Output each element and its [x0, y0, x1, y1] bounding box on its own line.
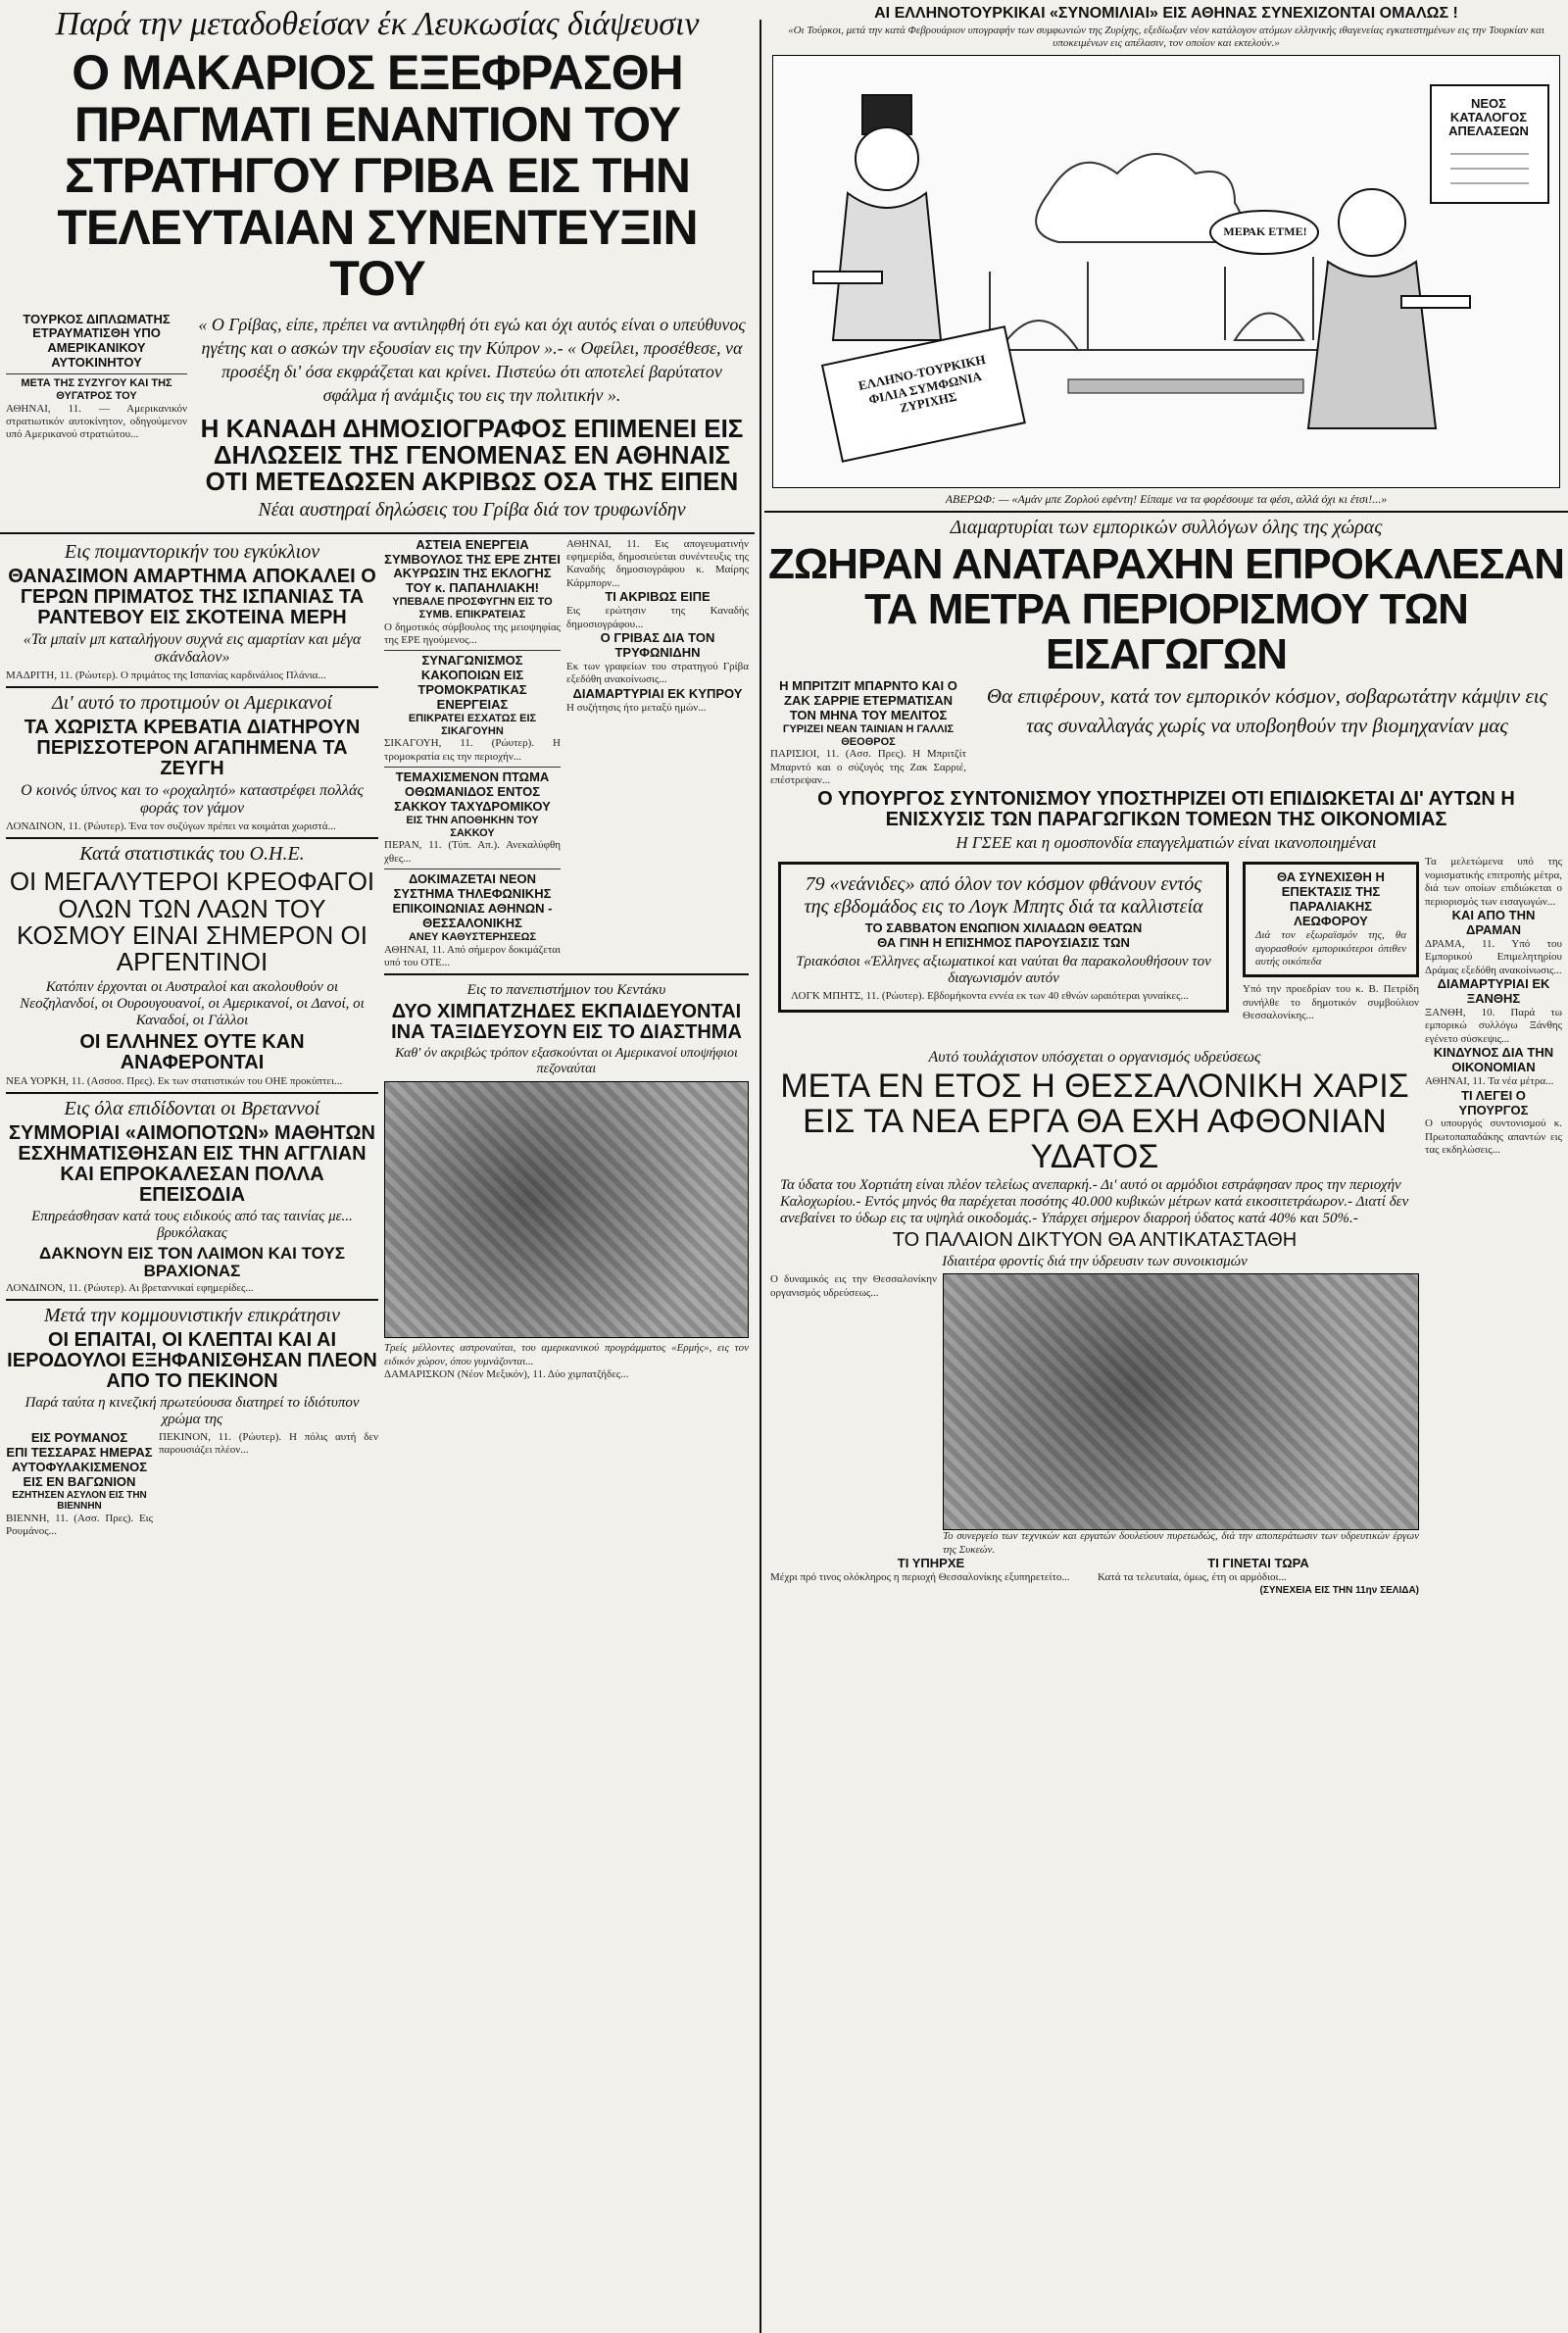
- imports-deck-2: Η ΓΣΕΕ και η ομοσπονδία επαγγελματιών είναι ικανοποιημέναι: [956, 833, 1377, 853]
- ere-body: Ο δημοτικός σύμβουλος της μειοψηφίας της ΕΡΕ ηγούμενος...: [384, 620, 561, 647]
- peking-deck: Παρά ταύτα η κινεζική πρωτεύουσα διατηρεί το ίδιότυπον χρώμα της: [24, 1395, 360, 1428]
- col4: [566, 538, 749, 970]
- cartoon-intro: «Οι Τούρκοι, μετά την κατά Φεβρουάριον υπογραφήν των συμφωνιών της Ζυρίχης, εξεδίωξαν νέον κατάλογον ατόμων ελληνικής ιθαγενείας εγκατεστημένων εις την Τουρκίαν και υποκειμένων εις απέλασιν, τον οποίον και εκτελούν.»: [788, 24, 1544, 50]
- romania-subhead: ΕΖΗΤΗΣΕΝ ΑΣΥΛΟΝ ΕΙΣ ΤΗΝ ΒΙΕΝΝΗΝ: [12, 1489, 147, 1513]
- competition-body: ΣΙΚΑΓΟΥΗ, 11. (Ρώυτερ). Η τρομοκρατία εις την περιοχήν...: [384, 737, 561, 763]
- ottoman-subhead: ΕΙΣ ΤΗΝ ΑΠΟΘΗΚΗΝ ΤΟΥ ΣΑΚΚΟΥ: [406, 815, 539, 839]
- meat-headline: ΟΙ ΜΕΓΑΛΥΤΕΡΟΙ ΚΡΕΟΦΑΓΟΙ ΟΛΩΝ ΤΩΝ ΛΑΩΝ ΤΟΥ ΚΟΣΜΟΥ ΕΙΝΑΙ ΣΗΜΕΡΟΝ ΟΙ ΑΡΓΕΝΤΙΝΟΙ: [9, 867, 375, 977]
- bardot-body: ΠΑΡΙΣΙΟΙ, 11. (Ασσ. Πρες). Η Μπριτζίτ Μπαρντό και ο σύζυγός της Ζακ Σαρριέ, επέστρεψαν...: [770, 748, 966, 787]
- spain-headline: ΘΑΝΑΣΙΜΟΝ ΑΜΑΡΤΗΜΑ ΑΠΟΚΑΛΕΙ Ο ΓΕΡΩΝ ΠΡΙΜΑΤΟΣ ΤΗΣ ΙΣΠΑΝΙΑΣ ΤΑ ΡΑΝΤΕΒΟΥ ΕΙΣ ΣΚΟΤΕΙΝΑ ΜΕΡΗ: [8, 565, 376, 628]
- chimp-story: [384, 979, 749, 1381]
- imports-subhead-2: ΔΙΑΜΑΡΤΥΡΙΑΙ ΕΚ ΞΑΝΘΗΣ: [1437, 976, 1550, 1007]
- beds-kicker: Δι' αυτό το προτιμούν οι Αμερικανοί: [51, 691, 332, 714]
- water-photo-block: [943, 1273, 1419, 1557]
- miss-subhead-2: ΘΑ ΓΙΝΗ Η ΕΠΙΣΗΜΟΣ ΠΑΡΟΥΣΙΑΣΙΣ ΤΩΝ: [877, 935, 1130, 951]
- peking-headline: ΟΙ ΕΠΑΙΤΑΙ, ΟΙ ΚΛΕΠΤΑΙ ΚΑΙ ΑΙ ΙΕΡΟΔΟΥΛΟΙ ΕΞΗΦΑΝΙΣΘΗΣΑΝ ΠΛΕΟΝ ΑΠΟ ΤΟ ΠΕΚΙΝΟΝ: [7, 1329, 377, 1393]
- peking-body: ΠΕΚΙΝΟΝ, 11. (Ρώυτερ). Η πόλις αυτή δεν παρουσιάζει πλέον...: [159, 1431, 378, 1457]
- water-headline-2: ΤΟ ΠΑΛΑΙΟΝ ΔΙΚΤΥΟΝ ΘΑ ΑΝΤΙΚΑΤΑΣΤΑΘΗ: [892, 1229, 1298, 1252]
- left-wide-column: [6, 538, 378, 1539]
- right-half: [764, 0, 1568, 2333]
- imports-subhead-3: ΚΙΝΔΥΝΟΣ ΔΙΑ ΤΗΝ ΟΙΚΟΝΟΜΙΑΝ: [1433, 1045, 1554, 1075]
- imports-headline-2: Ο ΥΠΟΥΡΓΟΣ ΣΥΝΤΟΝΙΣΜΟΥ ΥΠΟΣΤΗΡΙΖΕΙ ΟΤΙ ΕΠΙΔΙΩΚΕΤΑΙ ΔΙ' ΑΥΤΩΝ Η ΕΝΙΣΧΥΣΙΣ ΤΩΝ ΠΑΡΑΓΩΓΙΚΩΝ ΤΟΜΕΩΝ ΤΗΣ ΟΙΚΟΝΟΜΙΑΣ: [817, 788, 1515, 831]
- mid-left-block: [770, 856, 1237, 1046]
- spain-kicker: Εις ποιμαντορικήν του εγκύκλιον: [64, 540, 320, 563]
- story-subhead: ΜΕΤΑ ΤΗΣ ΣΥΖΥΓΟΥ ΚΑΙ ΤΗΣ ΘΥΓΑΤΡΟΣ ΤΟΥ: [21, 377, 172, 402]
- imports-body-5: Ο υπουργός συντονισμού κ. Πρωτοπαπαδάκης απαντών εις τας εκδηλώσεις...: [1425, 1117, 1562, 1157]
- telecom-body: ΑΘΗΝΑΙ, 11. Από σήμερον δοκιμάζεται υπό του ΟΤΕ...: [384, 943, 561, 968]
- telecom-headline: ΔΟΚΙΜΑΖΕΤΑΙ ΝΕΟΝ ΣΥΣΤΗΜΑ ΤΗΛΕΦΩΝΙΚΗΣ ΕΠΙΚΟΙΝΩΝΙΑΣ ΑΘΗΝΩΝ - ΘΕΣΣΑΛΟΝΙΚΗΣ: [392, 871, 553, 930]
- mid-right-row: [764, 856, 1568, 1046]
- competition-headline: ΣΥΝΑΓΩΝΙΣΜΟΣ ΚΑΚΟΠΟΙΩΝ ΕΙΣ ΤΡΟΜΟΚΡΑΤΙΚΑΣ ΕΝΕΡΓΕΙΑΣ: [417, 653, 527, 713]
- chimp-headline: ΔΥΟ ΧΙΜΠΑΤΖΗΔΕΣ ΕΚΠΑΙΔΕΥΟΝΤΑΙ ΙΝΑ ΤΑΞΙΔΕΥΣΟΥΝ ΕΙΣ ΤΟ ΔΙΑΣΤΗΜΑ: [391, 1001, 742, 1044]
- chimp-deck: Καθ' όν ακριβώς τρόπον εξασκούνται οι Αμερικανοί υποψήφιοι πεζοναύται: [395, 1046, 738, 1077]
- brits-kicker: Εις όλα επιδίδονται οι Βρεταννοί: [64, 1097, 320, 1119]
- makarios-quote: « Ο Γρίβας, είπε, πρέπει να αντιληφθή ότι εγώ και όχι αυτός είναι ο υπεύθυνος ηγέτης και ο ασκών την εξουσίαν εις την Κύπρον ».- « Οφείλει, προσέθεσε, να προσέξη δι' όσα εκφράζεται και κρίνει. Πιστεύω ότι αποτελεί βαρύτατον σφάλμα ή ανάμιξις του εις την πολιτικήν ».: [198, 314, 746, 406]
- water-body: Ο δυναμικός εις την Θεσσαλονίκην οργανισμός υδρεύσεως...: [770, 1273, 937, 1299]
- brits-headline: ΣΥΜΜΟΡΙΑΙ «ΑΙΜΟΠΟΤΩΝ» ΜΑΘΗΤΩΝ ΕΣΧΗΜΑΤΙΣΘΗΣΑΝ ΕΙΣ ΤΗΝ ΑΓΓΛΙΑΝ ΚΑΙ ΕΠΡΟΚΑΛΕΣΑΝ ΠΟΛΛΑ ΕΠΕΙΣΟΔΙΑ: [9, 1121, 375, 1206]
- avenue-story: [1243, 856, 1419, 1046]
- miss-universe-box: [778, 862, 1229, 1012]
- col4-subhead-1: ΤΙ ΑΚΡΙΒΩΣ ΕΙΠΕ: [605, 589, 710, 605]
- ere-subhead: ΥΠΕΒΑΛΕ ΠΡΟΣΦΥΓΗΝ ΕΙΣ ΤΟ ΣΥΜΒ. ΕΠΙΚΡΑΤΕΙΑΣ: [392, 596, 553, 620]
- avenue-headline: ΘΑ ΣΥΝΕΧΙΣΘΗ Η ΕΠΕΚΤΑΣΙΣ ΤΗΣ ΠΑΡΑΛΙΑΚΗΣ ΛΕΩΦΟΡΟΥ: [1277, 869, 1385, 929]
- telecom-subhead: ΑΝΕΥ ΚΑΘΥΣΤΕΡΗΣΕΩΣ: [408, 930, 537, 943]
- ottoman-body: ΠΕΡΑΝ, 11. (Τύπ. Απ.). Ανεκαλύφθη χθες...: [384, 839, 561, 865]
- bardot-story: [770, 679, 966, 787]
- water-lower: [770, 1557, 1419, 1584]
- imports-row: [764, 679, 1568, 787]
- imports-deck: Θα επιφέρουν, κατά τον εμπορικόν κόσμον, σοβαρωτάτην κάμψιν εις τας συναλλαγάς χωρίς να υποβοηθούν την βιομηχανίαν μας: [986, 684, 1548, 737]
- imports-body-2: ΔΡΑΜΑ, 11. Υπό του Εμπορικού Επιμελητηρίου Δράμας εξεδόθη ανακοίνωσις...: [1425, 937, 1562, 976]
- column-divider: [760, 20, 761, 2333]
- beds-headline: ΤΑ ΧΩΡΙΣΤΑ ΚΡΕΒΑΤΙΑ ΔΙΑΤΗΡΟΥΝ ΠΕΡΙΣΣΟΤΕΡΟΝ ΑΓΑΠΗΜΕΝΑ ΤΑ ΖΕΥΓΗ: [24, 716, 361, 779]
- col4-subhead-2: Ο ΓΡΙΒΑΣ ΔΙΑ ΤΟΝ ΤΡΥΦΩΝΙΔΗΝ: [600, 629, 715, 660]
- col4-body-low: Εκ των γραφείων του στρατηγού Γρίβα εξεδόθη ανακοίνωσις...: [566, 660, 749, 686]
- left-half: [0, 0, 755, 2333]
- water-subhead-2: ΤΙ ΓΙΝΕΤΑΙ ΤΩΡΑ: [1207, 1556, 1309, 1571]
- cartoon-kicker: ΑΙ ΕΛΛΗΝΟΤΟΥΡΚΙΚΑΙ «ΣΥΝΟΜΙΛΙΑΙ» ΕΙΣ ΑΘΗΝΑΣ ΣΥΝΕΧΙΖΟΝΤΑΙ ΟΜΑΛΩΣ !: [874, 5, 1458, 22]
- cartoon-caption: ΑΒΕΡΩΦ: — «Αμάν μπε Ζορλού εφέντη! Είπαμε να τα φορέσουμε τα φέσι, αλλά όχι κι έτσι!...»: [945, 491, 1388, 506]
- imports-column-lower: [1425, 1046, 1562, 1596]
- peking-kicker: Μετά την κομμουνιστικήν επικράτησιν: [44, 1305, 340, 1327]
- spain-deck: «Τα μπαίν μπ καταλήγουν συχνά εις αμαρτίαν και μέγα σκάνδαλον»: [23, 630, 362, 666]
- story-headline: ΤΟΥΡΚΟΣ ΔΙΠΛΩΜΑΤΗΣ ΕΤΡΑΥΜΑΤΙΣΘΗ ΥΠΟ ΑΜΕΡΙΚΑΝΙΚΟΥ ΑΥΤΟΚΙΝΗΤΟΥ: [23, 311, 171, 371]
- left-narrow-columns: [384, 538, 749, 1539]
- water-deck: Τα ύδατα του Χορτιάτη είναι πλέον τελείως ανεπαρκή.- Δι' αυτό οι αρμόδιοι εστράφησαν προς την περιοχήν Καλοχωρίου.- Εντός μηνός θα παρέχεται ποσότης 40.000 κυβικών μέτρων κατά εικοσιτετράωρον.- Διατί δεν ανεβαίνει το ύδωρ εις τα υψηλά οικοδομάς.- Υπάρχει σήμερον διαρροή ύδατος κατά 40% και 50%.-: [780, 1177, 1409, 1227]
- bardot-headline: Η ΜΠΡΙΤΖΙΤ ΜΠΑΡΝΤΟ ΚΑΙ Ο ΖΑΚ ΣΑΡΡΙΕ ΕΤΕΡΜΑΤΙΣΑΝ ΤΟΝ ΜΗΝΑ ΤΟΥ ΜΕΛΙΤΟΣ: [779, 678, 957, 723]
- imports-kicker: Διαμαρτυρίαι των εμπορικών συλλόγων όλης της χώρας: [950, 516, 1383, 538]
- brits-deck: Επηρεάσθησαν κατά τους ειδικούς από τας ταινίας με... βρυκόλακας: [31, 1208, 353, 1241]
- col3: [384, 538, 561, 970]
- imports-body-3: ΞΑΝΘΗ, 10. Παρά τω εμπορικώ συλλόγω Ξάνθης εγένετο σύσκεψις...: [1425, 1007, 1562, 1045]
- ere-kicker: ΑΣΤΕΙΑ ΕΝΕΡΓΕΙΑ: [416, 536, 529, 552]
- canada-deck: Νέαι αυστηραί δηλώσεις του Γρίβα διά τον τρυφωνίδην: [258, 498, 686, 521]
- imports-column: [1425, 856, 1562, 1046]
- water-deck-2: Ιδιαιτέρα φροντίς διά την ύδρευσιν των συνοικισμών: [942, 1254, 1248, 1270]
- bardot-subhead: ΓΥΡΙΖΕΙ ΝΕΑΝ ΤΑΙΝΙΑΝ Η ΓΑΛΛΙΣ ΘΕΟΘΡΟΣ: [782, 722, 955, 748]
- ere-headline: ΣΥΜΒΟΥΛΟΣ ΤΗΣ ΕΡΕ ΖΗΤΕΙ ΑΚΥΡΩΣΙΝ ΤΗΣ ΕΚΛΟΓΗΣ ΤΟΥ κ. ΠΑΠΑΗΛΙΑΚΗ!: [384, 551, 561, 596]
- col4-body-mid: Εις ερώτησιν της Καναδής δημοσιογράφου...: [566, 605, 749, 630]
- chimp-caption: Τρείς μέλλοντες αστροναύται, του αμερικανικού προγράμματος «Ερμής», εις τον ειδικόν χώρον, όπου γυμνάζονται...: [384, 1342, 749, 1367]
- brits-body: ΛΟΝΔΙΝΟΝ, 11. (Ρώυτερ). Αι βρεταννικαί εφημερίδες...: [6, 1281, 254, 1294]
- imports-body-4: ΑΘΗΝΑΙ, 11. Τα νέα μέτρα...: [1425, 1075, 1554, 1088]
- competition-subhead: ΕΠΙΚΡΑΤΕΙ ΕΣΧΑΤΩΣ ΕΙΣ ΣΙΚΑΓΟΥΗΝ: [408, 713, 537, 737]
- beds-body: ΛΟΝΔΙΝΟΝ, 11. (Ρώυτερ). Ένα τον συζύγων πρέπει να κοιμάται χωριστά...: [6, 819, 336, 832]
- lower-left-columns: [0, 538, 755, 1539]
- romania-row: [6, 1431, 378, 1539]
- continuation-note: (ΣΥΝΕΧΕΙΑ ΕΙΣ ΤΗΝ 11ην ΣΕΛΙΔΑ): [1259, 1584, 1419, 1596]
- cartoon-bubble-text: ΜΕΡΑΚ ΕΤΜΕ!: [1223, 223, 1307, 238]
- meat-headline-2: ΟΙ ΕΛΛΗΝΕΣ ΟΥΤΕ ΚΑΝ ΑΝΑΦΕΡΟΝΤΑΙ: [79, 1030, 305, 1073]
- avenue-body: Υπό την προεδρίαν του κ. Β. Πετρίδη συνήλθε το δημοτικόν συμβούλιον Θεσσαλονίκης...: [1243, 983, 1419, 1022]
- top-kicker: Παρά την μεταδοθείσαν έκ Λευκωσίας διάψευσιν: [55, 6, 700, 42]
- brits-headline-2: ΔΑΚΝΟΥΝ ΕΙΣ ΤΟΝ ΛΑΙΜΟΝ ΚΑΙ ΤΟΥΣ ΒΡΑΧΙΟΝΑΣ: [39, 1243, 345, 1280]
- ottoman-headline: ΤΕΜΑΧΙΣΜΕΝΟΝ ΠΤΩΜΑ ΟΘΩΜΑΝΙΔΟΣ ΕΝΤΟΣ ΣΑΚΚΟΥ ΤΑΧΥΔΡΟΜΙΚΟΥ: [394, 769, 551, 815]
- miss-subhead-1: ΤΟ ΣΑΒΒΑΤΟΝ ΕΝΩΠΙΟΝ ΧΙΛΙΑΔΩΝ ΘΕΑΤΩΝ: [864, 920, 1143, 936]
- cartoon-sign-text: ΝΕΟΣ ΚΑΤΑΛΟΓΟΣ ΑΠΕΛΑΣΕΩΝ: [1448, 95, 1529, 139]
- miss-body: ΛΟΓΚ ΜΠΗΤΣ, 11. (Ρώυτερ). Εβδομήκοντα εννέα εκ των 40 εθνών ωραιότεραι γυναίκες...: [791, 990, 1189, 1003]
- water-row: [764, 1046, 1568, 1596]
- miss-headline: 79 «νεάνιδες» από όλον τον κόσμον φθάνουν εντός της εβδομάδος εις το Λογκ Μπητς διά τα καλλιστεία: [804, 873, 1203, 918]
- avenue-deck: Διά τον εξωραϊσμόν της, θα αγορασθούν εμπορικότεροι όπιθεν αυτής οικόπεδα: [1255, 929, 1406, 968]
- story-body: ΑΘΗΝΑΙ, 11. — Αμερικανικόν στρατιωτικόν αυτοκίνητον, οδηγούμενον υπό Αμερικανού στρατιώτου...: [6, 402, 187, 441]
- col4-body-end: Η συζήτησις ήτο μεταξύ ημών...: [566, 701, 707, 714]
- imports-subhead-1: ΚΑΙ ΑΠΟ ΤΗΝ ΔΡΑΜΑΝ: [1451, 908, 1536, 938]
- water-headline: ΜΕΤΑ ΕΝ ΕΤΟΣ Η ΘΕΣΣΑΛΟΝΙΚΗ ΧΑΡΙΣ ΕΙΣ ΤΑ ΝΕΑ ΕΡΓΑ ΘΑ ΕΧΗ ΑΦΘΟΝΙΑΝ ΥΔΑΤΟΣ: [780, 1067, 1409, 1175]
- romania-body: ΒΙΕΝΝΗ, 11. (Ασσ. Πρες). Εις Ρουμάνος...: [6, 1512, 153, 1538]
- main-headline: Ο ΜΑΚΑΡΙΟΣ ΕΞΕΦΡΑΣΘΗ ΠΡΑΓΜΑΤΙ ΕΝΑΝΤΙΟΝ ΤΟΥ ΣΤΡΑΤΗΓΟΥ ΓΡΙΒΑ ΕΙΣ ΤΗΝ ΤΕΛΕΥΤΑΙΑΝ ΣΥΝΕΝΤΕΥΞΙΝ ΤΟΥ: [57, 45, 698, 306]
- col4-subhead-3: ΔΙΑΜΑΡΤΥΡΙΑΙ ΕΚ ΚΥΠΡΟΥ: [572, 685, 743, 701]
- narrow-columns-row: [384, 538, 749, 970]
- water-body-2: Μέχρι πρό τινος ολόκληρος η περιοχή Θεσσαλονίκης εξυπηρετείτο...: [770, 1571, 1070, 1584]
- chimp-body: ΔΑΜΑΡΙΣΚΟΝ (Νέον Μεξικόν), 11. Δύο χιμπατζήδες...: [384, 1368, 629, 1381]
- water-kicker: Αυτό τουλάχιστον υπόσχεται ο οργανισμός υδρεύσεως: [928, 1049, 1261, 1067]
- romania-headline: ΕΠΙ ΤΕΣΣΑΡΑΣ ΗΜΕΡΑΣ ΑΥΤΟΦΥΛΑΚΙΣΜΕΝΟΣ ΕΙΣ ΕΝ ΒΑΓΩΝΙΟΝ: [6, 1445, 153, 1489]
- col4-body-top: ΑΘΗΝΑΙ, 11. Εις απογευματινήν εφημερίδα, δημοσιεύεται συνέντευξις της Καναδής δημοσιογράφου κ. Μαίρης Κάρμπορν...: [566, 537, 749, 589]
- chimp-kicker: Εις το πανεπιστήμιον του Κεντάκυ: [466, 982, 666, 999]
- meat-kicker: Κατά στατιστικάς του Ο.Η.Ε.: [79, 843, 305, 866]
- spain-body: ΜΑΔΡΙΤΗ, 11. (Ρώυτερ). Ο πριμάτος της Ισπανίας καρδινάλιος Πλάνια...: [6, 669, 326, 681]
- makarios-quote-block: [195, 313, 749, 524]
- waterworks-photo: [943, 1273, 1419, 1530]
- water-body-3: Κατά τα τελευταία, όμως, έτη οι αρμόδιοι...: [1098, 1571, 1287, 1584]
- meat-body: ΝΕΑ ΥΟΡΚΗ, 11. (Ασσοσ. Πρες). Εκ των στατιστικών του ΟΗΕ προκύπτει...: [6, 1074, 343, 1087]
- cartoon-paper-text: ΕΛΛΗΝΟ-ΤΟΥΡΚΙΚΗ ΦΙΛΙΑ ΣΥΜΦΩΝΙΑ ΖΥΡΙΧΗΣ: [857, 351, 987, 416]
- water-subhead-1: ΤΙ ΥΠΗΡΧΕ: [897, 1556, 965, 1571]
- imports-subhead-4: ΤΙ ΛΕΓΕΙ Ο ΥΠΟΥΡΓΟΣ: [1458, 1087, 1529, 1117]
- political-cartoon: [772, 55, 1560, 488]
- turkish-diplomat-story: [6, 313, 187, 524]
- imports-body: Τα μελετώμενα υπό της νομισματικής επιτροπής μέτρα, διά των οποίων επιδιώκεται ο περιορισμός των εισαγωγών...: [1425, 856, 1562, 908]
- lead-block: [0, 309, 755, 528]
- imports-deck-block: [972, 679, 1562, 787]
- astronaut-training-photo: [384, 1081, 749, 1338]
- meat-deck: Κατόπιν έρχονται οι Αυστραλοί και ακολουθούν οι Νεοζηλανδοί, οι Ουρουγουανοί, οι Αμερικανοί, οι Δανοί, οι Καναδοί, οι Γάλλοι: [20, 978, 365, 1028]
- romania-kicker: ΕΙΣ ΡΟΥΜΑΝΟΣ: [30, 1430, 128, 1446]
- miss-deck: Τριακόσιοι «Έλληνες αξιωματικοί και ναύται θα παρακολουθήσουν τον διαγωνισμόν αυτόν: [796, 954, 1211, 987]
- water-story: [770, 1046, 1419, 1596]
- beds-deck: Ο κοινός ύπνος και το «ροχαλητό» καταστρέφει πολλάς φοράς τον γάμον: [21, 781, 364, 817]
- romania-story: [6, 1431, 153, 1539]
- water-content: [770, 1273, 1419, 1557]
- canada-headline: Η ΚΑΝΑΔΗ ΔΗΜΟΣΙΟΓΡΑΦΟΣ ΕΠΙΜΕΝΕΙ ΕΙΣ ΔΗΛΩΣΕΙΣ ΤΗΣ ΓΕΝΟΜΕΝΑΣ ΕΝ ΑΘΗΝΑΙΣ ΟΤΙ ΜΕΤΕΔΩΣΕΝ ΑΚΡΙΒΩΣ ΟΣΑ ΤΗΣ ΕΙΠΕΝ: [200, 413, 744, 497]
- water-caption: Το συνεργείο των τεχνικών και εργατών δουλεύουν πυρετωδώς, διά την αποπεράτωσιν των υδρευτικών έργων της Συκεών.: [943, 1530, 1419, 1556]
- imports-headline: ΖΩΗΡΑΝ ΑΝΑΤΑΡΑΧΗΝ ΕΠΡΟΚΑΛΕΣΑΝ ΤΑ ΜΕΤΡΑ ΠΕΡΙΟΡΙΣΜΟΥ ΤΩΝ ΕΙΣΑΓΩΓΩΝ: [767, 539, 1565, 678]
